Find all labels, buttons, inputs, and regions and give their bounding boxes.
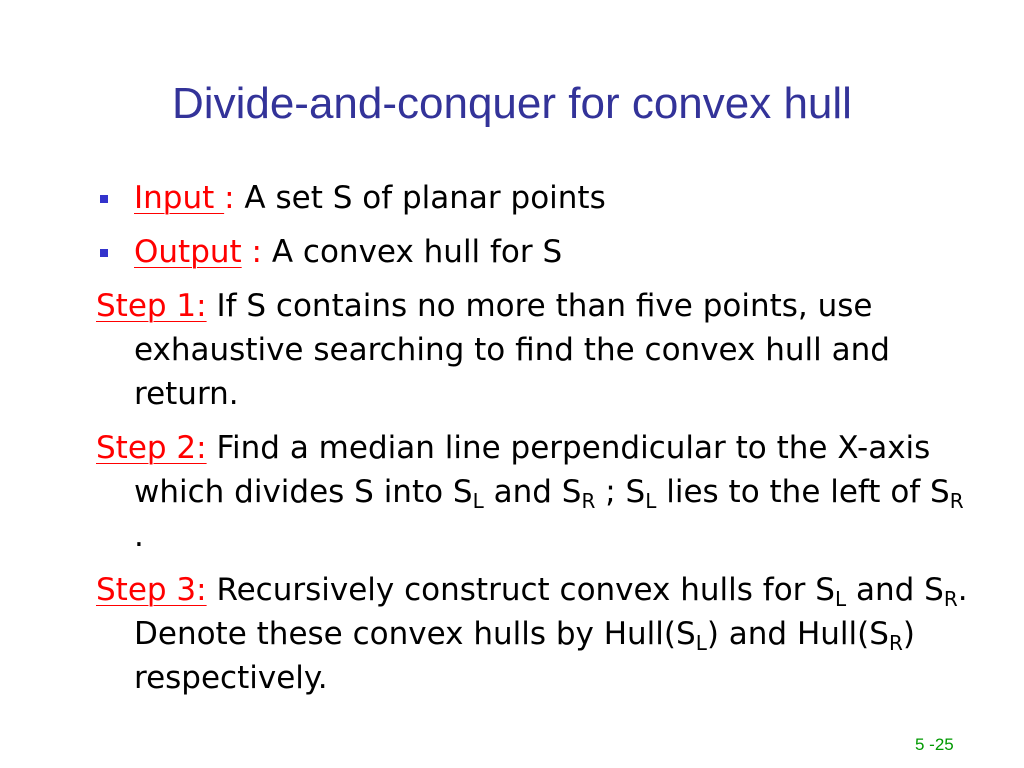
step-3-text-2: and S: [846, 572, 944, 608]
input-text: A set S of planar points: [234, 180, 606, 216]
slide-title: Divide-and-conquer for convex hull: [172, 79, 852, 128]
step-2-text-5: .: [134, 518, 144, 554]
step-3-text-5: ) respectively.: [134, 616, 915, 696]
step-3-text-4: ) and Hull(S: [706, 616, 889, 652]
input-label: Input: [134, 180, 225, 216]
step-3-text-1: Recursively construct convex hulls for S: [206, 572, 835, 608]
output-label: Output: [134, 234, 242, 270]
output-text: A convex hull for S: [262, 234, 563, 270]
step-3-text-3: . Denote these convex hulls by Hull(S: [134, 572, 968, 652]
square-bullet-icon: [100, 249, 108, 257]
subscript-l: L: [695, 631, 707, 655]
input-separator: :: [224, 180, 235, 216]
slide-body: [96, 176, 976, 710]
bullet-input: [96, 176, 976, 220]
subscript-l: L: [834, 587, 847, 611]
page-number: 5 -25: [915, 735, 954, 754]
step-2-text-1: Find a median line perpendicular to the X-axis which divides S into S: [134, 430, 931, 510]
subscript-r: R: [949, 489, 964, 513]
step-2-text-4: lies to the left of S: [656, 474, 950, 510]
subscript-l: L: [472, 489, 484, 513]
output-separator: :: [241, 234, 262, 270]
step-2: [96, 426, 976, 558]
subscript-r: R: [943, 587, 958, 611]
step-3: [96, 568, 976, 700]
step-2-label: Step 2:: [96, 430, 207, 466]
step-2-text-3: ; S: [595, 474, 646, 510]
subscript-r: R: [888, 631, 903, 655]
step-3-label: Step 3:: [96, 572, 207, 608]
subscript-r: R: [581, 489, 596, 513]
step-1: [96, 284, 976, 416]
step-1-label: Step 1:: [96, 288, 207, 324]
square-bullet-icon: [100, 195, 108, 203]
step-2-text-2: and S: [483, 474, 582, 510]
subscript-l: L: [645, 489, 657, 513]
step-1-text: If S contains no more than five points, use exhaustive searching to find the convex hull and return.: [134, 288, 890, 412]
bullet-output: [96, 230, 976, 274]
